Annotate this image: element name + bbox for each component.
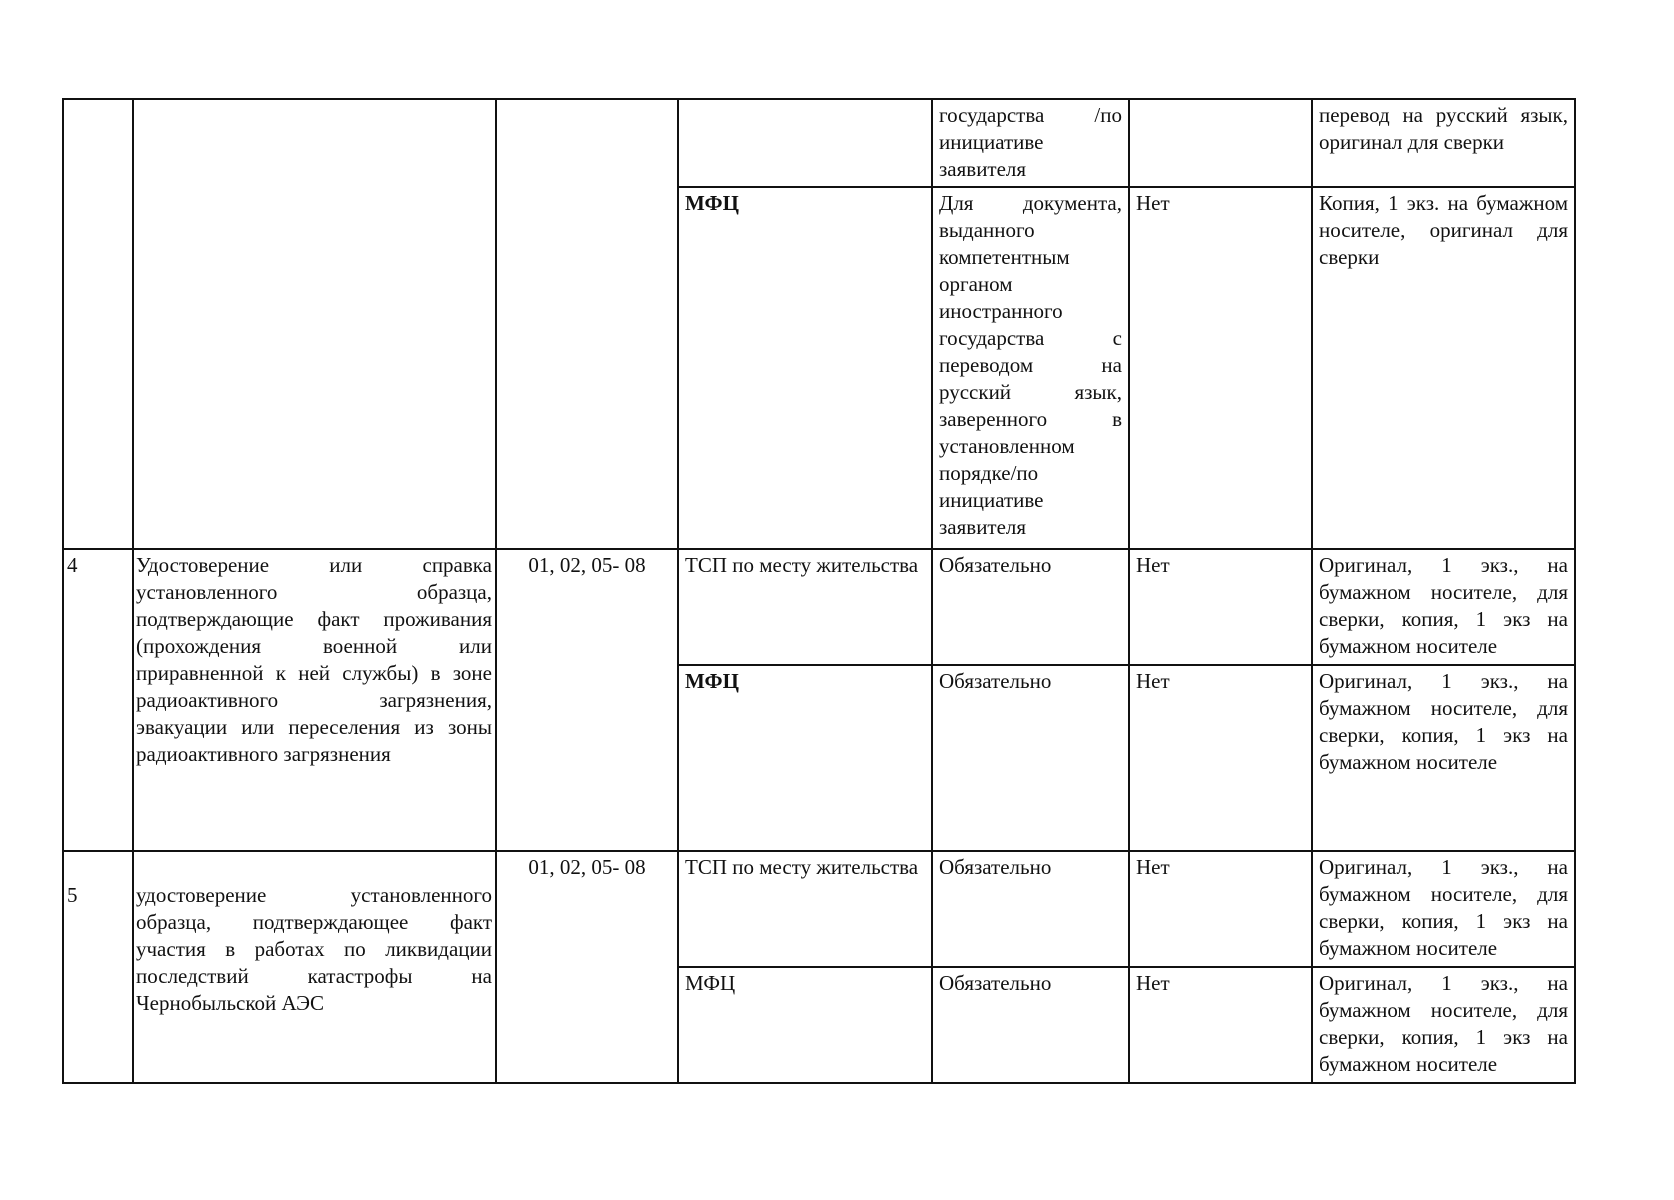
submission-condition-cell: Обязательно bbox=[932, 851, 1129, 967]
document-form-cell: Оригинал, 1 экз., на бумажном носителе, для сверки, копия, 1 экз на бумажном носителе bbox=[1312, 967, 1575, 1083]
electronic-submission-cell: Нет bbox=[1129, 549, 1312, 665]
submission-place-cell bbox=[678, 99, 932, 187]
submission-condition-cell: Обязательно bbox=[932, 967, 1129, 1083]
document-name-cell: удостоверение установленного образца, подтверждающее факт участия в работах по ликвидации последствий катастрофы на Чернобыльской АЭС bbox=[133, 851, 496, 1083]
electronic-submission-cell: Нет bbox=[1129, 851, 1312, 967]
category-codes-cell: 01, 02, 05- 08 bbox=[496, 851, 678, 1083]
submission-condition-cell: Обязательно bbox=[932, 665, 1129, 851]
document-name-cell bbox=[133, 99, 496, 549]
document-form-cell: Оригинал, 1 экз., на бумажном носителе, для сверки, копия, 1 экз на бумажном носителе bbox=[1312, 549, 1575, 665]
row-number-cell: 4 bbox=[63, 549, 133, 851]
submission-condition-cell: государства /по инициативе заявителя bbox=[932, 99, 1129, 187]
electronic-submission-cell: Нет bbox=[1129, 665, 1312, 851]
submission-place-cell: МФЦ bbox=[678, 187, 932, 549]
electronic-submission-cell bbox=[1129, 99, 1312, 187]
document-form-cell: перевод на русский язык, оригинал для сверки bbox=[1312, 99, 1575, 187]
electronic-submission-cell: Нет bbox=[1129, 187, 1312, 549]
submission-place-cell: МФЦ bbox=[678, 665, 932, 851]
submission-place-cell: ТСП по месту жительства bbox=[678, 851, 932, 967]
document-form-cell: Копия, 1 экз. на бумажном носителе, оригинал для сверки bbox=[1312, 187, 1575, 549]
submission-place-cell: ТСП по месту жительства bbox=[678, 549, 932, 665]
category-codes-cell: 01, 02, 05- 08 bbox=[496, 549, 678, 851]
document-table bbox=[62, 98, 1576, 1084]
electronic-submission-cell: Нет bbox=[1129, 967, 1312, 1083]
table-row bbox=[63, 549, 1575, 665]
table-row bbox=[63, 851, 1575, 967]
category-codes-cell bbox=[496, 99, 678, 549]
submission-condition-cell: Обязательно bbox=[932, 549, 1129, 665]
submission-place-cell: МФЦ bbox=[678, 967, 932, 1083]
document-form-cell: Оригинал, 1 экз., на бумажном носителе, для сверки, копия, 1 экз на бумажном носителе bbox=[1312, 665, 1575, 851]
submission-condition-cell: Для документа, выданного компетентным органом иностранного государства с переводом на русский язык, заверенного в установленном порядке/по инициативе заявителя bbox=[932, 187, 1129, 549]
row-number-cell bbox=[63, 99, 133, 549]
table-row bbox=[63, 99, 1575, 187]
row-number-cell: 5 bbox=[63, 851, 133, 1083]
document-name-cell: Удостоверение или справка установленного образца, подтверждающие факт проживания (прохождения военной или приравненной к ней службы) в зоне радиоактивного загрязнения, эвакуации или переселения из зоны радиоактивного загрязнения bbox=[133, 549, 496, 851]
document-form-cell: Оригинал, 1 экз., на бумажном носителе, для сверки, копия, 1 экз на бумажном носителе bbox=[1312, 851, 1575, 967]
